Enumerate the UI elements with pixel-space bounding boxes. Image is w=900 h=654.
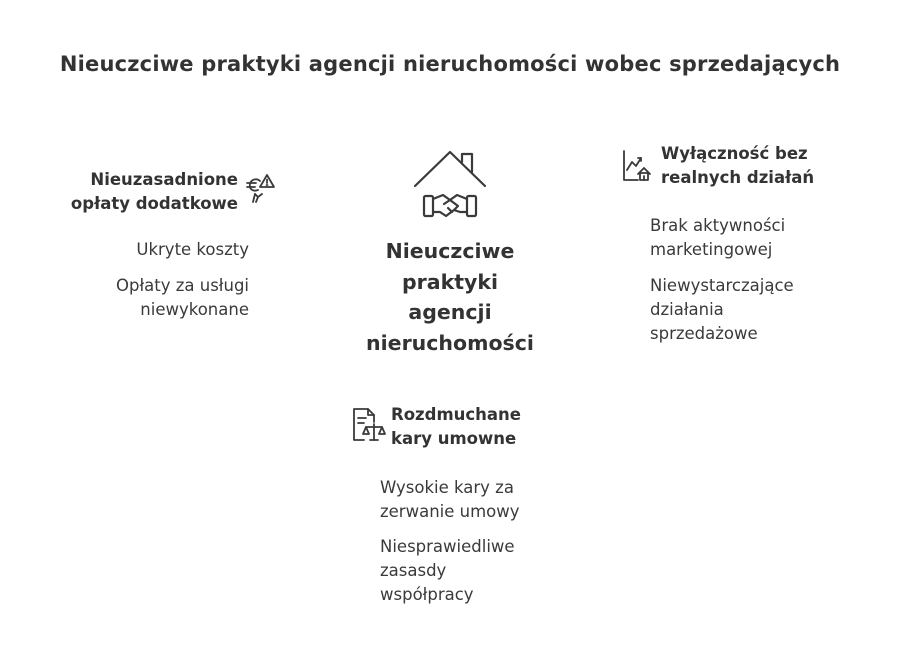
house-handshake-icon (410, 148, 490, 220)
euro-warning-icon (244, 172, 276, 204)
item-line: współpracy (380, 585, 474, 604)
item-line: Brak aktywności (650, 216, 786, 235)
chart-house-icon (620, 148, 656, 184)
center-title-line: nieruchomości (366, 330, 534, 355)
item-line: zerwanie umowy (380, 502, 520, 521)
branch-penalties-item (380, 476, 620, 524)
branch-exclusivity-title (661, 142, 881, 190)
branch-fees-title (20, 168, 238, 216)
item-line: Niewystarczające (650, 276, 794, 295)
branch-title-line: opłaty dodatkowe (70, 194, 238, 213)
item-line: Wysokie kary za (380, 478, 514, 497)
item-line: Ukryte koszty (136, 240, 249, 259)
branch-penalties-title (391, 403, 591, 451)
branch-title-line: Nieuzasadnione (90, 170, 238, 189)
branch-title-line: Wyłączność bez (661, 144, 808, 163)
item-line: niewykonane (140, 300, 249, 319)
center-title-line: agencji (408, 300, 492, 324)
branch-penalties-item (380, 535, 620, 607)
item-line: działania (650, 300, 724, 319)
item-line: Niesprawiedliwe (380, 537, 515, 556)
contract-scales-icon (350, 406, 386, 444)
branch-title-line: Rozdmuchane (391, 405, 521, 424)
branch-exclusivity-item (650, 214, 880, 262)
item-line: Opłaty za usługi (115, 276, 249, 295)
branch-title-line: realnych działań (661, 168, 815, 187)
branch-title-line: kary umowne (391, 429, 517, 448)
diagram-title: Nieuczciwe praktyki agencji nieruchomości wobec sprzedających (59, 52, 841, 76)
item-line: marketingowej (650, 240, 773, 259)
item-line: zasasdy (380, 561, 447, 580)
branch-exclusivity-item (650, 274, 880, 346)
center-title-line: Nieuczciwe (385, 239, 515, 263)
item-line: sprzedażowe (650, 324, 758, 343)
branch-fees-item (20, 238, 249, 262)
center-title (330, 236, 570, 358)
center-title-line: praktyki (401, 269, 499, 294)
branch-fees-item (20, 274, 249, 322)
